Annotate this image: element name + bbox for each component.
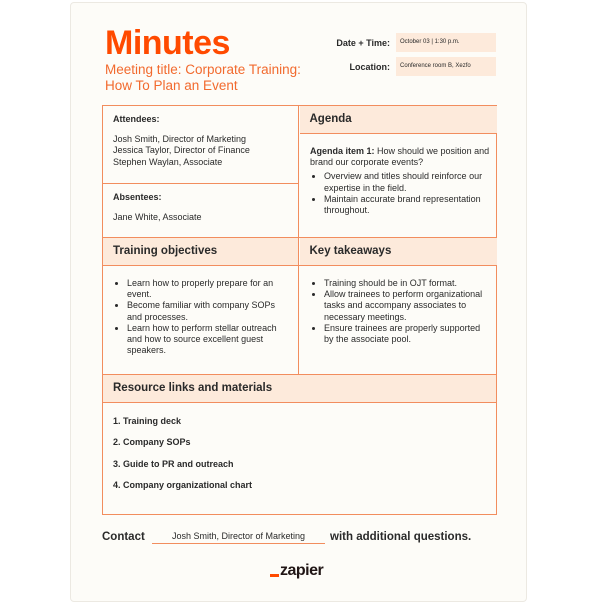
- takeaway-bullet: • Allow trainees to perform organizational tasks and accompany associates to necessary meetings.: [324, 289, 492, 323]
- page-title: Minutes: [105, 24, 230, 62]
- absentees-label: Absentees:: [113, 192, 162, 202]
- row-divider: [103, 183, 299, 184]
- row-divider: [103, 402, 496, 403]
- agenda-content: [310, 146, 490, 216]
- minutes-table: [102, 105, 497, 515]
- agenda-bullet: • Overview and titles should reinforce our expertise in the field.: [324, 171, 490, 193]
- date-label: Date + Time:: [336, 38, 390, 48]
- training-bullet: • Become familiar with company SOPs and processes.: [127, 300, 288, 322]
- agenda-item-text: How should we position and brand our corporate events?: [310, 146, 490, 168]
- attendee: Josh Smith, Director of Marketing: [113, 134, 247, 145]
- location-value: Conference room B, Xezfo: [396, 57, 496, 76]
- training-heading: Training objectives: [103, 238, 298, 265]
- resource-link[interactable]: 2. Company SOPs: [113, 437, 191, 447]
- location-label: Location:: [349, 62, 390, 72]
- attendee: Stephen Waylan, Associate: [113, 156, 223, 167]
- logo-underscore-icon: [270, 574, 279, 577]
- training-bullet: • Learn how to properly prepare for an event.: [127, 278, 288, 300]
- attendees-section: [113, 114, 250, 168]
- contact-label: Contact: [102, 531, 145, 543]
- meeting-title: Meeting title: Corporate Training: How To Plan an Event: [105, 62, 301, 93]
- resources-heading: Resource links and materials: [103, 375, 496, 402]
- agenda-item-label: Agenda item 1:: [310, 146, 375, 156]
- logo-text: zapier: [280, 562, 324, 579]
- resource-link[interactable]: 3. Guide to PR and outreach: [113, 459, 234, 469]
- takeaway-bullet: • Training should be in OJT format.: [324, 278, 492, 289]
- takeaways-content: [310, 278, 492, 345]
- row-divider: [103, 265, 496, 266]
- takeaway-bullet: • Ensure trainees are properly supported by the associate pool.: [324, 323, 492, 345]
- resource-link[interactable]: 4. Company organizational chart: [113, 480, 253, 490]
- training-bullet: • Learn how to perform stellar outreach and how to source excellent guest speakers.: [127, 323, 288, 357]
- contact-suffix: with additional questions.: [330, 531, 472, 543]
- training-content: [113, 278, 288, 356]
- agenda-bullet: • Maintain accurate brand representation throughout.: [324, 194, 490, 216]
- absentee: Jane White, Associate: [113, 212, 202, 223]
- attendee: Jessica Taylor, Director of Finance: [113, 145, 250, 156]
- agenda-heading: Agenda: [300, 106, 497, 134]
- absentees-section: [113, 192, 202, 223]
- takeaways-heading: Key takeaways: [300, 238, 497, 265]
- contact-name: Josh Smith, Director of Marketing: [152, 531, 325, 544]
- zapier-logo: [270, 562, 323, 580]
- date-value: October 03 | 1:30 p.m.: [396, 33, 496, 52]
- attendees-label: Attendees:: [113, 114, 160, 124]
- resource-link[interactable]: 1. Training deck: [113, 416, 182, 426]
